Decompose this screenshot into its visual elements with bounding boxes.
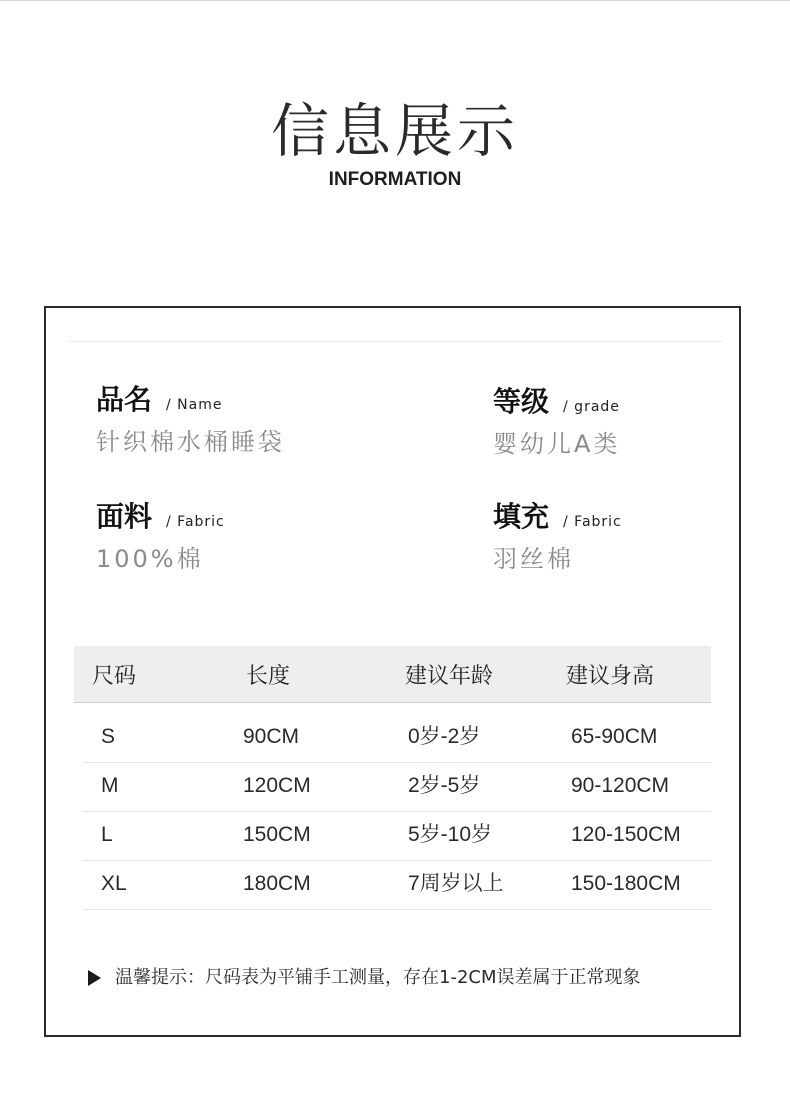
cell-age: 0岁-2岁 xyxy=(408,725,481,748)
size-table xyxy=(74,646,711,910)
cell-size: S xyxy=(101,725,116,748)
tip-note xyxy=(88,964,641,992)
table-row xyxy=(83,763,711,812)
cell-length: 150CM xyxy=(243,823,311,846)
field-fabric-value: 100%棉 xyxy=(96,545,204,573)
cell-height: 150-180CM xyxy=(571,872,681,895)
top-divider xyxy=(0,0,790,1)
header-size: 尺码 xyxy=(92,664,137,689)
page-title: 信息展示 xyxy=(270,97,519,165)
field-filling-label: 填充 xyxy=(493,500,550,533)
cell-size: L xyxy=(101,823,113,846)
header-length: 长度 xyxy=(246,664,291,689)
cell-size: XL xyxy=(101,872,127,895)
cell-age: 5岁-10岁 xyxy=(408,823,493,846)
table-body xyxy=(83,703,711,910)
field-fabric xyxy=(96,499,225,575)
triangle-right-icon xyxy=(88,970,101,986)
table-row xyxy=(83,861,711,910)
card-divider xyxy=(68,341,723,342)
field-grade-label: 等级 xyxy=(493,385,550,418)
field-grade-value: 婴幼儿A类 xyxy=(493,430,621,458)
table-header xyxy=(74,646,711,703)
field-name-sublabel: / Name xyxy=(166,397,223,413)
cell-age: 7周岁以上 xyxy=(408,872,504,895)
cell-age: 2岁-5岁 xyxy=(408,774,481,797)
field-name xyxy=(96,382,285,458)
tip-text: 温馨提示：尺码表为平铺手工测量，存在1-2CM误差属于正常现象 xyxy=(115,967,641,988)
table-row xyxy=(83,703,711,763)
field-filling-sublabel: / Fabric xyxy=(563,514,622,530)
cell-length: 180CM xyxy=(243,872,311,895)
header-height: 建议身高 xyxy=(566,664,655,689)
cell-size: M xyxy=(101,774,119,797)
field-fabric-sublabel: / Fabric xyxy=(166,514,225,530)
header-age: 建议年龄 xyxy=(405,664,494,689)
field-name-value: 针织棉水桶睡袋 xyxy=(96,428,285,456)
field-filling-value: 羽丝棉 xyxy=(493,545,574,573)
info-card xyxy=(44,306,741,1037)
field-filling xyxy=(493,499,622,575)
field-fabric-label: 面料 xyxy=(96,500,153,533)
cell-length: 120CM xyxy=(243,774,311,797)
field-name-label: 品名 xyxy=(96,383,153,416)
field-grade xyxy=(493,384,620,460)
field-grade-sublabel: / grade xyxy=(563,399,620,415)
table-row xyxy=(83,812,711,861)
cell-length: 90CM xyxy=(243,725,300,748)
cell-height: 90-120CM xyxy=(571,774,670,797)
page-subtitle: INFORMATION xyxy=(328,169,462,190)
cell-height: 65-90CM xyxy=(571,725,658,748)
cell-height: 120-150CM xyxy=(571,823,681,846)
